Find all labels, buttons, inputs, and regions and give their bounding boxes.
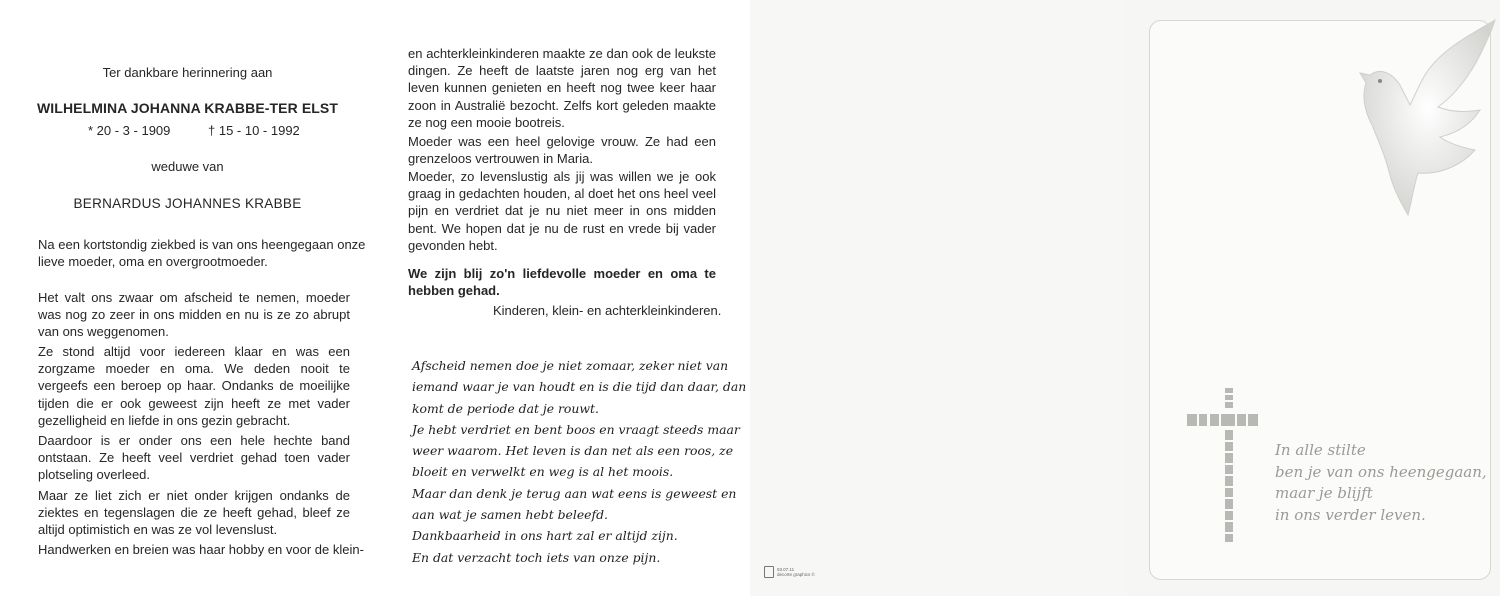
paragraph-2: Het valt ons zwaar om afscheid te nemen, moeder was nog zo zeer in ons midden en nu is ze zo abrupt van ons weggenomen.	[38, 290, 350, 340]
paragraph-5: Maar ze liet zich er niet onder krijgen ondanks de ziektes en tegenslagen die ze heeft gehad, bleef ze altijd optimistich en was ze vol levenslust.	[38, 488, 350, 538]
poem-line: Je hebt verdriet en bent boos en vraagt steeds maar	[412, 421, 740, 437]
mid-paragraph-1: en achterkleinkinderen maakte ze dan ook de leukste dingen. Ze heeft de laatste jaren nog erg van het leven kunnen genieten en heeft nog twee keer haar zoon in Australië bezocht. Zelfs kort geleden maakte ze nog een mooie bootreis.	[408, 46, 716, 130]
poem-line: komt de periode dat je rouwt.	[412, 400, 599, 416]
husband-name: BERNARDUS JOHANNES KRABBE	[73, 196, 302, 211]
birth-date: * 20 - 3 - 1909	[88, 123, 171, 138]
panel-left-page	[0, 0, 375, 596]
poem-line: Afscheid nemen doe je niet zomaar, zeker niet van	[412, 358, 729, 373]
signature: Kinderen, klein- en achterkleinkinderen.	[493, 303, 722, 318]
mosaic-cross-icon	[1185, 384, 1265, 544]
mid-paragraph-3: Moeder, zo levenslustig als jij was willen we je ook graag in gedachten houden, al doet het ons heel veel pijn en verdriet dat je nu niet meer in ons midden bent. We hopen dat je nu de rust en vrede bij vader gevonden hebt.	[408, 169, 716, 253]
poem-line: aan wat je samen hebt beleefd.	[412, 507, 608, 523]
poem-line: weer waarom. Het leven is dan net als een roos, ze	[412, 443, 734, 459]
dove-icon	[1330, 15, 1500, 225]
verse-line: in ons verder leven.	[1275, 505, 1426, 524]
para1-line1: Na een kortstondig ziekbed is van ons heengegaan onze	[38, 237, 366, 252]
printer-logo-icon	[764, 566, 774, 578]
printer-logo-code: 93.07.11	[777, 567, 795, 572]
poem-line: En dat verzacht toch iets van onze pijn.	[412, 549, 661, 565]
intro-text: Ter dankbare herinnering aan	[102, 65, 273, 80]
deceased-name: WILHELMINA JOHANNA KRABBE-TER ELST	[36, 100, 339, 116]
poem-line: Maar dan denk je terug aan wat eens is geweest en	[412, 485, 737, 501]
paragraph-4: Daardoor is er onder ons een hele hechte band ontstaan. Ze heeft veel verdriet gehad toen vader plotseling overleed.	[38, 433, 350, 483]
verse-line: ben je van ons heengegaan,	[1275, 462, 1487, 481]
closing-statement: We zijn blij zo'n liefdevolle moeder en oma te hebben gehad.	[408, 266, 716, 299]
widow-of-text: weduwe van	[151, 159, 224, 174]
printer-logo-text: decorte graphics ©	[777, 572, 815, 577]
panel-cover	[1125, 0, 1500, 596]
printer-logo	[764, 566, 815, 578]
death-date: † 15 - 10 - 1992	[208, 123, 300, 138]
paragraph-6: Handwerken en breien was haar hobby en voor de klein-	[38, 542, 364, 557]
poem-line: Dankbaarheid in ons hart zal er altijd zijn.	[412, 528, 678, 544]
panel-middle-page	[375, 0, 750, 596]
cover-verse	[1275, 440, 1487, 526]
poem-line: iemand waar je van houdt en is die tijd dan daar, dan	[412, 379, 747, 395]
para1-line2: lieve moeder, oma en overgrootmoeder.	[38, 254, 268, 269]
poem-line: bloeit en verwelkt en weg is al het moois.	[412, 464, 674, 480]
verse-line: In alle stilte	[1275, 441, 1366, 459]
poem	[412, 355, 747, 568]
mid-paragraph-2: Moeder was een heel gelovige vrouw. Ze had een grenzeloos vertrouwen in Maria.	[408, 134, 716, 167]
paragraph-3: Ze stond altijd voor iedereen klaar en was een zorgzame moeder en oma. We deden nooit te vergeefs een beroep op haar. Ondanks de moeilijke tijden die er ook geweest zijn heeft ze met vader gezelligheid en liefde in ons gezin gebracht.	[38, 344, 350, 428]
verse-line: maar je blijft	[1275, 484, 1373, 502]
panel-back-page	[750, 0, 1125, 596]
